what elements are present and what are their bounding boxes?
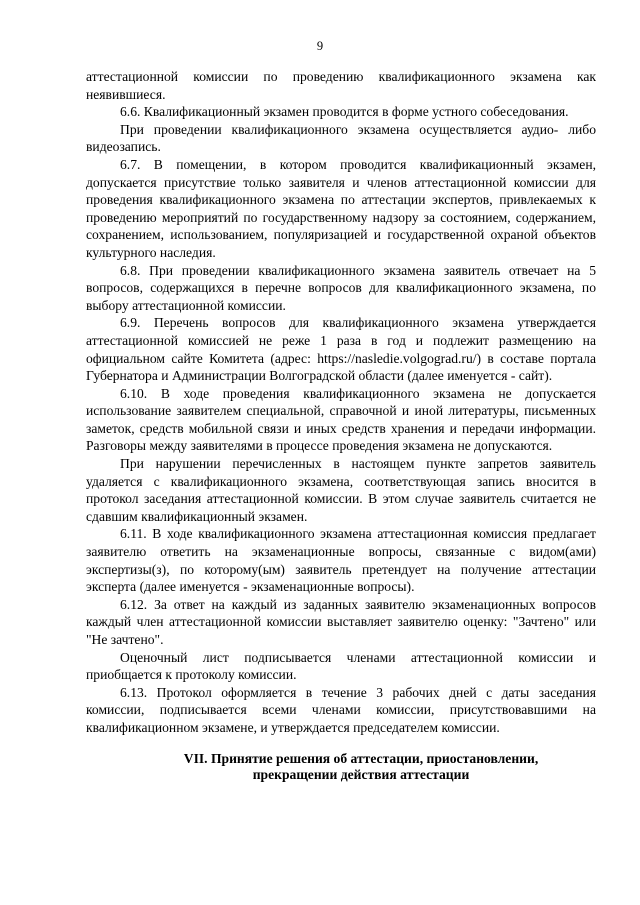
section-heading — [86, 751, 596, 783]
section-heading-line-2: прекращении действия аттестации — [252, 766, 470, 782]
paragraph-continuation: аттестационной комиссии по проведению квалификационного экзамена как неявившиеся. — [86, 69, 596, 102]
paragraph-6-6: 6.6. Квалификационный экзамен проводится в форме устного собеседования. — [120, 104, 569, 120]
paragraph-6-7: 6.7. В помещении, в котором проводится квалификационный экзамен, допускается присутствие только заявителя и членов аттестационной комиссии для проведения квалификационного экзамена по аттестации экспертов, привлекаемых к проведению мероприятий по государственному надзору за состоянием, содержанием, сохранением, использованием, популяризацией и государственной охраной объектов культурного наследия. — [86, 156, 596, 260]
paragraph-6-13: 6.13. Протокол оформляется в течение 3 рабочих дней с даты заседания комиссии, подписывается всеми членами комиссии, присутствовавшими на квалификационном экзамене, и утверждается председателем комиссии. — [86, 684, 596, 735]
paragraph-6-8: 6.8. При проведении квалификационного экзамена заявитель отвечает на 5 вопросов, содержащихся в перечне вопросов для квалификационного экзамена, по выбору аттестационной комиссии. — [86, 262, 596, 313]
paragraph-violation: При нарушении перечисленных в настоящем пункте запретов заявитель удаляется с квалификационного экзамена, соответствующая запись вносится в протокол заседания аттестационной комиссии. В этом случае заявитель считается не сдавшим квалификационный экзамен. — [86, 456, 596, 524]
paragraph-6-9: 6.9. Перечень вопросов для квалификационного экзамена утверждается аттестационной комиссией не реже 1 раза в год и подлежит размещению на официальном сайте Комитета (адрес: https://nasledie.volgograd.ru/) в составе портала Губернатора и Администрации Волгоградской области (далее именуется - сайт). — [86, 315, 596, 384]
page-number: 9 — [316, 39, 324, 53]
document-body — [86, 68, 596, 783]
paragraph-6-10: 6.10. В ходе проведения квалификационного экзамена не допускается использование заявителем специальной, справочной и иной литературы, письменных заметок, средств мобильной связи и иных средств хранения и передачи информации. Разговоры между заявителями в процессе проведения экзамена не допускаются. — [86, 385, 596, 454]
paragraph-audio-video: При проведении квалификационного экзамена осуществляется аудио- либо видеозапись. — [86, 121, 596, 155]
paragraph-evaluation-sheet: Оценочный лист подписывается членами аттестационной комиссии и приобщается к протоколу комиссии. — [86, 649, 596, 683]
section-heading-line-1: VII. Принятие решения об аттестации, приостановлении, — [183, 750, 539, 766]
paragraph-6-11: 6.11. В ходе квалификационного экзамена аттестационная комиссия предлагает заявителю ответить на экзаменационные вопросы, связанные с видом(ами) экспертизы(з), по которому(ым) заявитель претендует на получение аттестации эксперта (далее именуется - экзаменационные вопросы). — [86, 526, 596, 595]
paragraph-6-12: 6.12. За ответ на каждый из заданных заявителю экзаменационных вопросов каждый член аттестационной комиссии выставляет заявителю оценку: "Зачтено" или "Не зачтено". — [86, 596, 596, 647]
